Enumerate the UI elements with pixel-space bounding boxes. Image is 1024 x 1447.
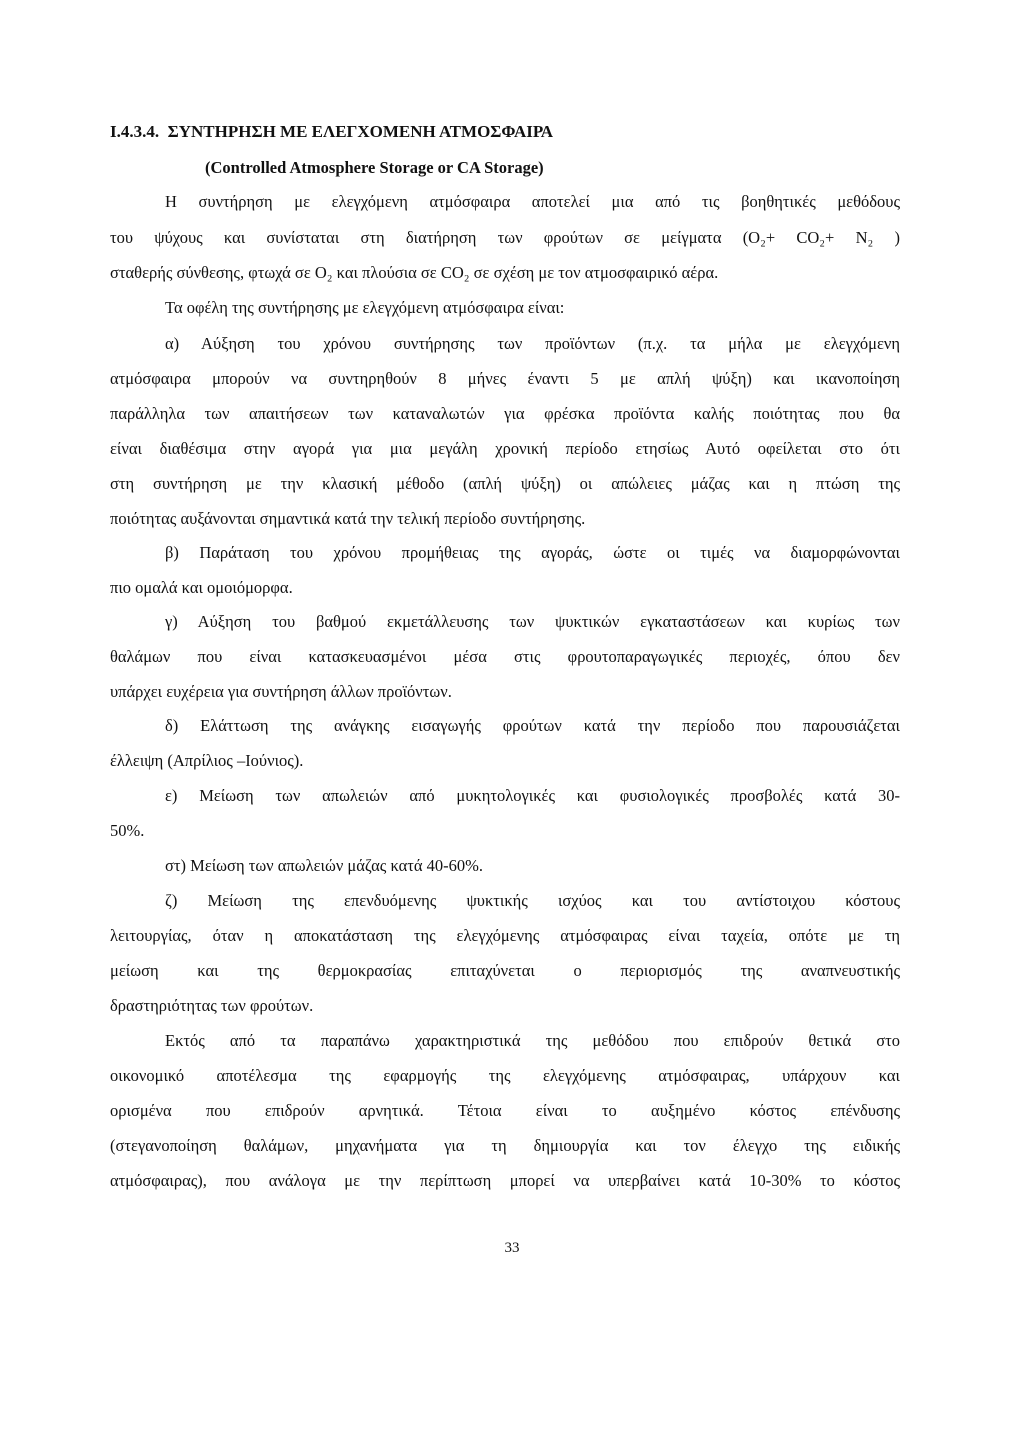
text-line: δραστηριότητας των φρούτων. [110,996,314,1015]
text-line: ατμόσφαιρα μπορούν να συντηρηθούν 8 μήνες έναντι 5 με απλή ψύξη) και ικανοποίηση [110,369,900,388]
text-line: στη συντήρηση με την κλασική μέθοδο (απλή ψύξη) οι απώλειες μάζας και η πτώση της [110,474,900,493]
text-line: μείωση και της θερμοκρασίας επιταχύνεται ο περιορισμός της αναπνευστικής [110,961,900,980]
text-line: έλλειψη (Απρίλιος –Ιούνιος). [110,751,304,770]
section-number: I.4.3.4. [110,122,160,141]
text-line: ζ) Μείωση της επενδυόμενης ψυκτικής ισχύος και του αντίστοιχου κόστους [165,891,900,910]
text-line: β) Παράταση του χρόνου προμήθειας της αγοράς, ώστε οι τιμές να διαμορφώνονται [165,543,900,562]
text-line: υπάρχει ευχέρεια για συντήρηση άλλων προϊόντων. [110,682,452,701]
text-line: ορισμένα που επιδρούν αρνητικά. Τέτοια είναι το αυξημένο κόστος επένδυσης [110,1101,900,1120]
text-line: πιο ομαλά και ομοιόμορφα. [110,578,293,597]
text-line: του ψύχους και συνίσταται στη διατήρηση των φρούτων σε μείγματα (O₂+ CO₂+ N₂ ) [110,228,900,247]
text-line: θαλάμων που είναι κατασκευασμένοι μέσα στις φρουτοπαραγωγικές περιοχές, όπου δεν [110,647,900,666]
text-line: Εκτός από τα παραπάνω χαρακτηριστικά της μεθόδου που επιδρούν θετικά στο [165,1031,900,1050]
text-line: α) Αύξηση του χρόνου συντήρησης των προϊόντων (π.χ. τα μήλα με ελεγχόμενη [165,334,900,353]
section-title: ΣΥΝΤΗΡΗΣΗ ΜΕ ΕΛΕΓΧΟΜΕΝΗ ΑΤΜΟΣΦΑΙΡΑ [167,122,554,141]
text-line: οικονομικό αποτέλεσμα της εφαρμογής της ελεγχόμενης ατμόσφαιρας, υπάρχουν και [110,1066,900,1085]
text-line: γ) Αύξηση του βαθμού εκμετάλλευσης των ψυκτικών εγκαταστάσεων και κυρίως των [165,612,900,631]
text-line: (στεγανοποίηση θαλάμων, μηχανήματα για τη δημιουργία και τον έλεγχο της ειδικής [110,1136,900,1155]
text-line: σταθερής σύνθεσης, φτωχά σε O₂ και πλούσια σε CO₂ σε σχέση με τον ατμοσφαιρικό αέρα. [110,263,719,282]
text-line: 50%. [110,821,145,840]
text-line: παράλληλα των απαιτήσεων των καταναλωτών για φρέσκα προϊόντα καλής ποιότητας που θα [110,404,900,423]
section-heading [110,122,900,142]
text-line: ατμόσφαιρας), που ανάλογα με την περίπτωση μπορεί να υπερβαίνει κατά 10-30% το κόστος [110,1171,900,1190]
text-line: είναι διαθέσιμα στην αγορά για μια μεγάλη χρονική περίοδο ετησίως Αυτό οφείλεται στο ότι [110,439,900,458]
text-line: ε) Μείωση των απωλειών από μυκητολογικές και φυσιολογικές προσβολές κατά 30- [165,786,900,805]
text-line: ποιότητας αυξάνονται σημαντικά κατά την τελική περίοδο συντήρησης. [110,509,586,528]
text-line: Τα οφέλη της συντήρησης με ελεγχόμενη ατμόσφαιρα είναι: [165,298,565,317]
page-number: 33 [504,1240,520,1256]
text-line: λειτουργίας, όταν η αποκατάσταση της ελεγχόμενης ατμόσφαιρας είναι ταχεία, οπότε με τη [110,926,900,945]
text-line: Η συντήρηση με ελεγχόμενη ατμόσφαιρα αποτελεί μια από τις βοηθητικές μεθόδους [165,192,900,211]
text-line: δ) Ελάττωση της ανάγκης εισαγωγής φρούτων κατά την περίοδο που παρουσιάζεται [165,716,900,735]
text-line: στ) Μείωση των απωλειών μάζας κατά 40-60%. [165,856,484,875]
section-subtitle: (Controlled Atmosphere Storage or CA Storage) [205,158,544,177]
